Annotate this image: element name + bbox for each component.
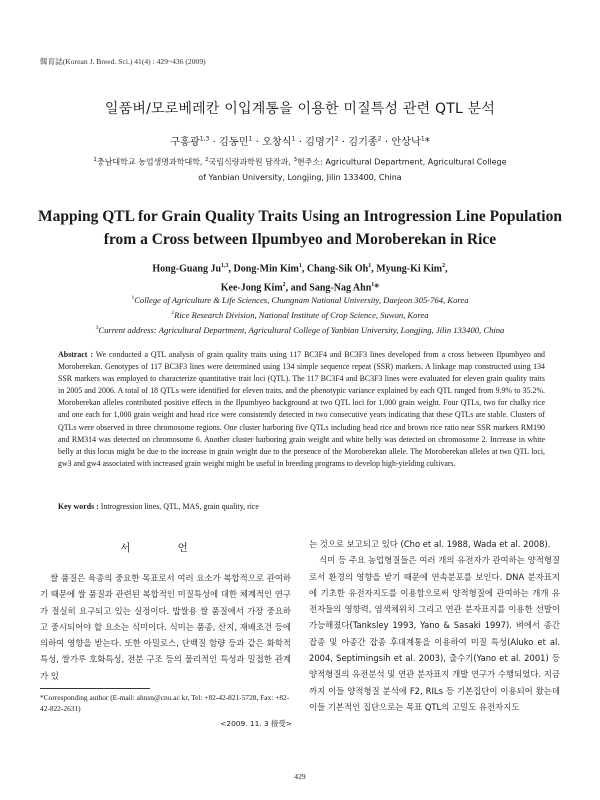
author-sup: 2	[334, 135, 339, 143]
affiliation-en-3: Current address: Agricultural Department, Agricultural College of Yanbian University, Longjing, Jilin 133400, China	[98, 324, 505, 335]
author-sup: 2	[377, 135, 382, 143]
corresponding-author-footnote: *Corresponding author (E-mail: ahnsn@cnu.ac kr, Tel: +82-42-821-5728, Fax: +82-42-822-2631)	[40, 693, 290, 713]
affiliation-en-1: College of Agriculture & Life Sciences, Chungnam National University, Daejeon 305-764, Korea	[134, 294, 469, 305]
author-sup: 1,3	[221, 263, 229, 269]
author-ko: 안상낙	[391, 137, 421, 148]
affiliation-en-2: Rice Research Division, National Institute of Crop Science, Suwon, Korea	[174, 309, 429, 320]
authors-korean: 구홍광$^{1,3}$ · 김동민$^1$ · 오창식$^1$ · 김명기$^2$ · 김기종$^2$ · 안상낙$^1$*	[170, 135, 430, 148]
keywords-label: Key words :	[58, 502, 99, 511]
author-ko: 김기종	[348, 137, 378, 148]
abstract-text: We conducted a QTL analysis of grain quality traits using 117 BC3F4 and BC3F3 lines developed from a cross between Ilpumbyeo and Moroberekan. Genotypes of 117 BC3F3 lines were determined using 134 simple sequence repeat (SSR) markers. A linkage map constructed using 134 SSR markers was employed to characterize quantitative trait loci (QTL). The 117 BC3F4 and BC3F3 lines were evaluated for eleven grain quality traits in 2005 and 2006. A total of 18 QTLs were identified for eleven traits, and the phenotypic variance explained by each QTL ranged from 9.9% to 35.2%. Moroberekan alleles contributed positive effects in the Ilpumbyeo background at two QTL loci for 1,000 grain weight. Four QTLs, two for chalky rice and one each for 1,000 grain weight and head rice were consistently detected in two consecutive years indicating that these QTLs are stable. Clusters of QTLs were observed in three chromosome regions. One cluster harboring five QTLs including head rice and brown rice ratio near SSR markers RM190 and RM314 was detected on chromosome 6. Another cluster harboring grain weight and white belly was detected on chromosome 2. Increase in white belly at this locus might be due to the increase in grain weight due to the presence of the Moroberekan allele. The Moroberekan alleles at two QTL loci, gw3 and gw4 associated with increased grain weight might be useful in breeding programs to develop high-yielding cultivars.	[58, 350, 545, 468]
author-sup: 1	[248, 135, 253, 143]
journal-citation: 韓育誌(Korean J. Breed. Sci.) 41(4) : 429~436 (2009)	[40, 57, 206, 66]
author-en: Dong-Min Kim	[233, 263, 299, 275]
affiliation-english: $^1$College of Agriculture & Life Sciences, Chungnam National University, Daejeon 305-764, Korea $^2$Rice Research Division, National Institute of Crop Science, Suwon, Korea $^3$Current address: Agricultural Department, Agricultural College of Yanbian University, Longjing, Jilin 133400, China	[95, 294, 505, 335]
author-ko: 구홍광	[170, 137, 200, 148]
abstract-label: Abstract :	[58, 350, 93, 359]
author-sup: 2	[282, 282, 286, 289]
authors-english: Hong-Guang Ju$^{1,3}$, Dong-Min Kim$^1$, Chang-Sik Oh$^1$, Myung-Ki Kim$^2$, Kee-Jong Kim$^2$, and Sang-Nag Ahn$^1$*	[152, 263, 448, 294]
author-ko: 김명기	[305, 137, 335, 148]
title-korean: 일품벼/모로베레칸 이입계통을 이용한 미질특성 관련 QTL 분석	[104, 101, 496, 117]
received-date: <2009. 11. 3 接受>	[220, 719, 292, 728]
author-sup: 2	[442, 263, 446, 269]
right-column-paragraph: 는 것으로 보고되고 있다 (Cho et al. 1988, Wada et al. 2008).	[309, 539, 551, 549]
affiliation-ko-line2: of Yanbian University, Longjing, Jilin 133400, China	[198, 172, 402, 182]
author-sup: 1	[291, 135, 296, 143]
author-conjunction: and	[290, 282, 307, 294]
author-en: Chang-Sik Oh	[306, 263, 369, 275]
author-sup: 1	[371, 282, 375, 289]
author-en: Sang-Nag Ahn	[309, 282, 372, 294]
author-ko: 김동민	[219, 137, 249, 148]
author-sup: 1	[368, 263, 372, 269]
affiliation-ko-1: 충남대학교 농업생명과학대학,	[96, 157, 203, 167]
author-en: Hong-Guang Ju	[152, 263, 222, 275]
corresponding-mark: *	[424, 137, 430, 148]
corresponding-mark: *	[374, 282, 380, 294]
author-ko: 오창식	[262, 137, 292, 148]
page-number: 429	[294, 772, 306, 781]
title-english: Mapping QTL for Grain Quality Traits Using an Introgression Line Population from a Cross between Ilpumbyeo and Moroberekan in Rice	[38, 208, 562, 248]
author-sup: 1	[298, 263, 302, 269]
section-heading-introduction: 서 언	[120, 542, 210, 554]
footnote-divider	[40, 688, 150, 689]
author-en: Kee-Jong Kim	[220, 282, 283, 294]
keywords	[58, 502, 545, 511]
left-column-text: 쌀 품질은 육종의 중요한 목표로서 여러 요소가 복합적으로 관여하기 때문에 쌀 품질과 관련된 복합적인 미질특성에 대한 체계적인 연구가 절실히 요구되고 있는 실정이다. 밥쌀용 쌀 품질에서 가장 중요하고 중시되어야 할 요소는 식미이다. 식미는 품종, 산지, 재배조건 등에 의하여 영향을 받는다. 또한 아밀로스, 단백질 함량 등과 같은 화학적 특성, 쌀가루 호화특성, 전분 구조 등의 물리적인 특성과 밀접한 관계가 있	[40, 573, 291, 681]
keywords-text: Introgression lines, QTL, MAS, grain quality, rice	[100, 502, 259, 511]
affiliation-ko-2: 국립식량과학원 답작과,	[208, 157, 291, 167]
right-column	[309, 536, 560, 715]
author-en: Myung-Ki Kim	[376, 263, 443, 275]
right-column-paragraph: 식미 등 주요 농업형질들은 여러 개의 유전자가 관여하는 양적형질로서 환경의 영향을 받기 때문에 연속분포를 보인다. DNA 분자표지에 기초한 유전자지도를 이용함으로써 양적형질에 관여하는 개개 유전자들의 영향력, 염색체위치 그리고 연관 분자표지를 이용한 선발이 가능해졌다(Tanksley 1993, Yano & Sasaki 1997). 벼에서 종간잡종 및 아종간 잡종 후대계통을 이용하여 미질 특성(Aluko et al. 2004, Septimingsih et al. 2003), 출수기(Yano et al. 2001) 등 양적형질의 유전분석 및 연관 분자표지 개발 연구가 수행되었다. 지금까지 이들 양적형질 분석에 F2, RILs 등 기본집단이 이용되어 왔는데 이들 기본적인 집단으로는 목표 QTL의 고밀도 유전자지도	[309, 555, 560, 712]
author-sup: 1,3	[199, 135, 210, 143]
abstract	[58, 349, 545, 470]
affiliation-korean: $^1$충남대학교 농업생명과학대학, $^2$국립식량과학원 답작과, $^3$현주소: Agricultural Department, Agricultural College of Yanbian University, Longjing, Jilin 133400, China	[93, 157, 507, 182]
affiliation-ko-3: 현주소: Agricultural Department, Agricultural College	[296, 157, 507, 167]
author-sup: 1	[420, 135, 425, 143]
